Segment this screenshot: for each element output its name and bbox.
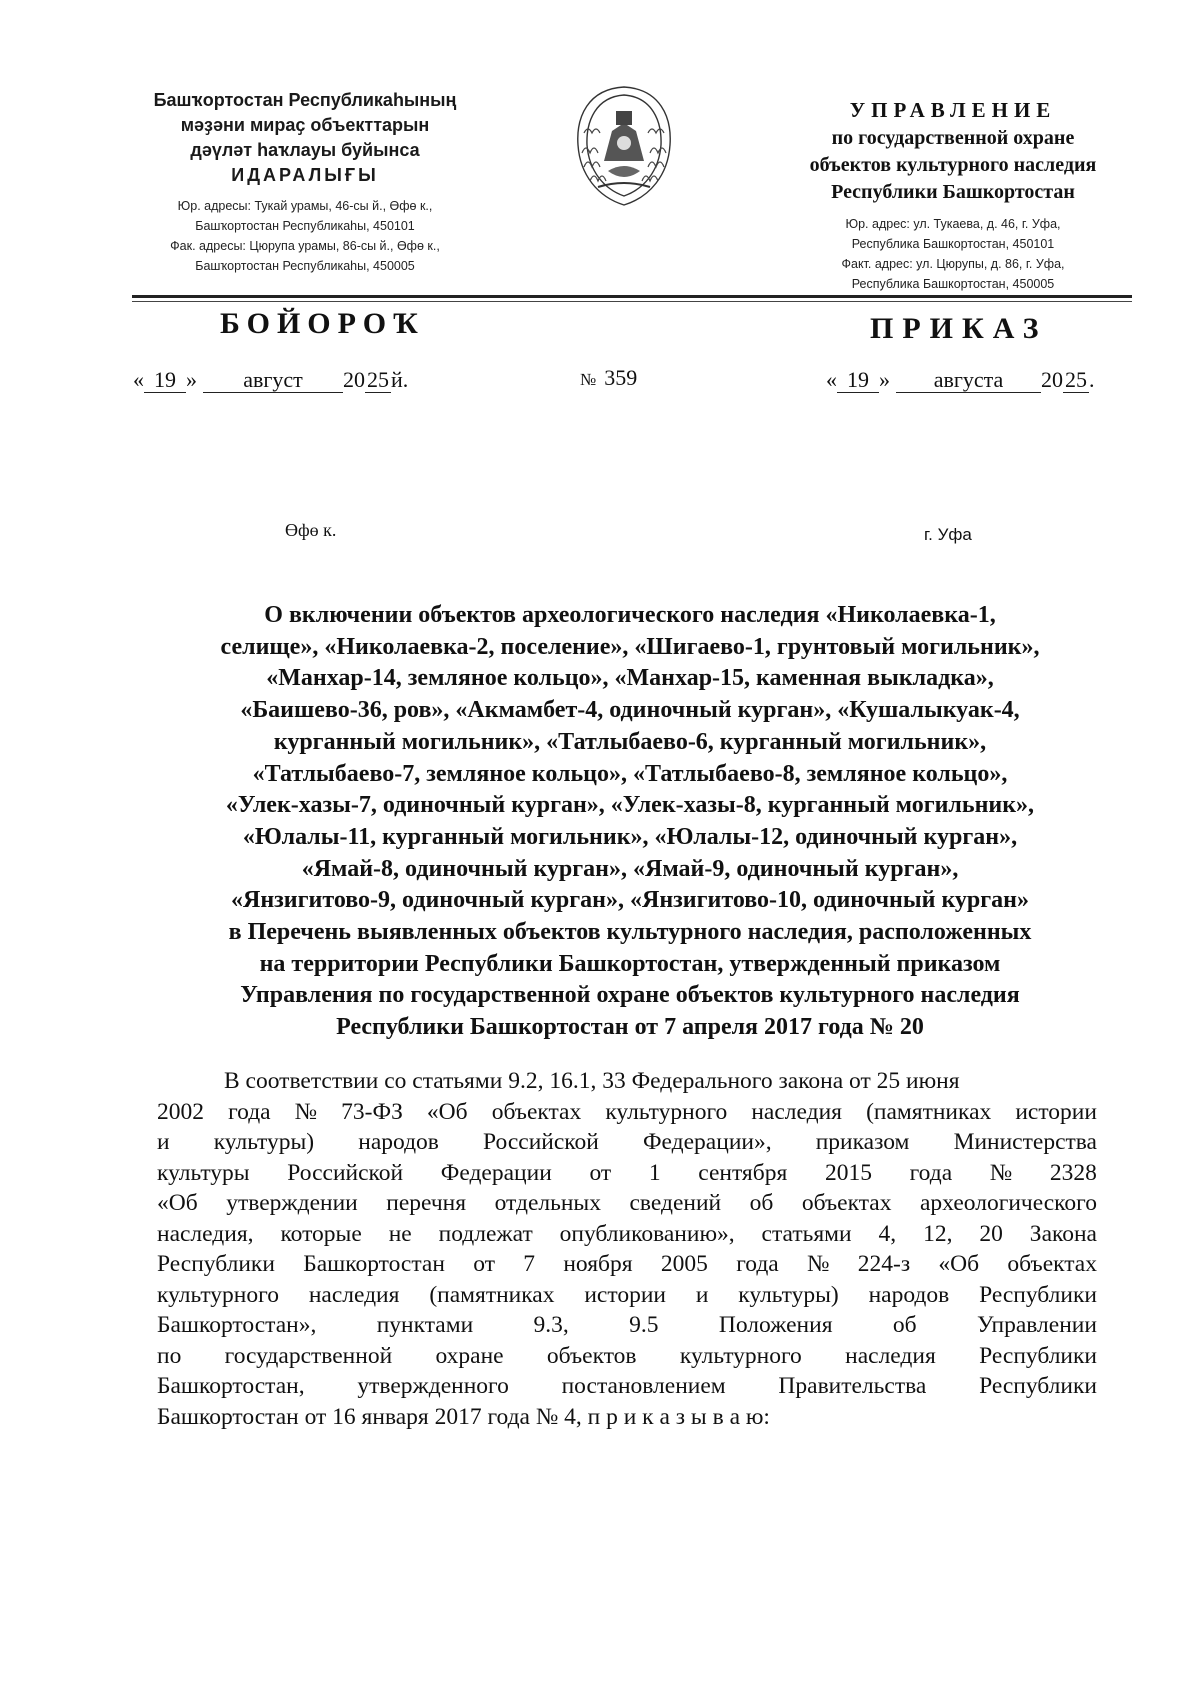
date-month: августа bbox=[896, 368, 1041, 393]
body-word: года bbox=[909, 1159, 953, 1186]
header-divider-thin bbox=[132, 301, 1132, 302]
header-right-line-3: Республики Башкортостан bbox=[831, 181, 1075, 203]
body-word: наследия bbox=[308, 1281, 400, 1308]
body-word: наследия bbox=[751, 1098, 842, 1125]
date-day: 19 bbox=[144, 368, 186, 393]
body-line bbox=[157, 1371, 1097, 1402]
address-line: Башҡортостан Республикаһы, 450101 bbox=[195, 219, 415, 233]
year-suffix: й. bbox=[391, 367, 409, 392]
body-line bbox=[157, 1188, 1097, 1219]
document-body bbox=[157, 1066, 1097, 1432]
body-word: Закона bbox=[1029, 1220, 1097, 1247]
body-word: объектах bbox=[1007, 1251, 1097, 1277]
body-word: народов bbox=[358, 1129, 439, 1155]
body-word: культурного bbox=[605, 1098, 728, 1125]
body-word: объектах bbox=[801, 1190, 892, 1216]
body-line bbox=[157, 1097, 1097, 1128]
number-sign: № bbox=[580, 370, 597, 389]
body-word: опубликованию», bbox=[559, 1220, 735, 1247]
address-line: Юр. адресы: Тукай урамы, 46-сы й., Өфө к., bbox=[177, 199, 433, 213]
body-word: 2328 bbox=[1049, 1159, 1097, 1186]
body-word: «Об bbox=[157, 1190, 198, 1216]
body-word: Башкортостан от 16 января 2017 года № 4, п р и к а з ы в а ю: bbox=[157, 1403, 770, 1430]
quote-open: « bbox=[826, 367, 837, 392]
body-line bbox=[157, 1158, 1097, 1189]
year-suffix: . bbox=[1089, 367, 1095, 392]
body-word: по bbox=[157, 1342, 182, 1369]
order-number bbox=[580, 365, 637, 391]
body-word: 2005 bbox=[660, 1251, 708, 1277]
header-left-bashkir bbox=[125, 88, 485, 276]
order-date-bashkir bbox=[133, 367, 408, 393]
body-word: № bbox=[807, 1251, 830, 1277]
body-word: народов bbox=[868, 1281, 950, 1308]
title-line: «Юлалы-11, курганный могильник», «Юлалы-12, одиночный курган», bbox=[242, 823, 1018, 850]
body-word: 224-з bbox=[857, 1251, 911, 1277]
body-word: 73-ФЗ bbox=[341, 1098, 403, 1125]
body-word: 7 bbox=[523, 1251, 536, 1277]
body-word: ноября bbox=[563, 1251, 633, 1277]
body-word: пунктами bbox=[376, 1312, 474, 1338]
body-word: (памятниках bbox=[429, 1281, 555, 1308]
header-right-title: УПРАВЛЕНИЕ bbox=[849, 98, 1057, 122]
body-word: Федерации bbox=[440, 1159, 552, 1186]
header-left-line-3: дәүләт һаҡлауы буйынса bbox=[190, 140, 420, 160]
body-word: и bbox=[695, 1281, 709, 1308]
order-word-russian: ПРИКАЗ bbox=[870, 312, 1048, 345]
title-line: Республики Башкортостан от 7 апреля 2017 года № 20 bbox=[336, 1014, 924, 1041]
title-line: «Татлыбаево-7, земляное кольцо», «Татлыбаево-8, земляное кольцо», bbox=[252, 760, 1008, 787]
body-word: «Об bbox=[426, 1098, 468, 1125]
body-word: Российской bbox=[483, 1129, 599, 1155]
title-line: Управления по государственной охране объектов культурного наследия bbox=[240, 982, 1020, 1009]
date-day: 19 bbox=[837, 368, 879, 393]
document-title bbox=[160, 600, 1100, 1044]
date-year: 25 bbox=[1065, 367, 1087, 392]
body-word: статьями bbox=[761, 1220, 852, 1247]
body-word: (памятниках bbox=[866, 1098, 992, 1125]
body-line bbox=[157, 1341, 1097, 1372]
body-word: «Об bbox=[938, 1251, 980, 1277]
year-prefix: 20 bbox=[1041, 367, 1063, 392]
body-word: приказом bbox=[815, 1129, 910, 1155]
header-left-address bbox=[125, 196, 485, 276]
body-word: 1 bbox=[648, 1159, 661, 1186]
body-word: сведений bbox=[629, 1190, 722, 1216]
title-line: на территории Республики Башкортостан, утвержденный приказом bbox=[259, 950, 1001, 977]
body-word: об bbox=[749, 1190, 774, 1216]
body-line bbox=[157, 1219, 1097, 1250]
order-word-bashkir: БОЙОРОҠ bbox=[220, 307, 425, 340]
body-word: Министерства bbox=[953, 1129, 1097, 1155]
body-word: отдельных bbox=[494, 1190, 601, 1216]
body-word: № bbox=[294, 1098, 318, 1125]
address-line: Республика Башкортостан, 450101 bbox=[851, 237, 1055, 251]
body-word: Российской bbox=[287, 1159, 404, 1186]
address-line: Факт. адрес: ул. Цюрупы, д. 86, г. Уфа, bbox=[841, 257, 1065, 271]
body-word: Республики bbox=[979, 1373, 1097, 1399]
body-word: культурного bbox=[157, 1281, 279, 1308]
quote-close: » bbox=[186, 367, 197, 392]
header-left-agency: ИДАРАЛЫҒЫ bbox=[231, 165, 379, 185]
address-line: Юр. адрес: ул. Тукаева, д. 46, г. Уфа, bbox=[845, 217, 1061, 231]
body-word: утверждении bbox=[226, 1190, 358, 1216]
title-line: в Перечень выявленных объектов культурного наследия, расположенных bbox=[228, 919, 1032, 946]
body-word: подлежат bbox=[438, 1220, 533, 1247]
address-line: Республика Башкортостан, 450005 bbox=[851, 277, 1055, 291]
city-russian: г. Уфа bbox=[924, 525, 972, 544]
body-line bbox=[157, 1310, 1097, 1341]
title-line: «Ямай-8, одиночный курган», «Ямай-9, одиночный курган», bbox=[301, 855, 959, 882]
header-left-line-1: Башҡортостан Республикаһының bbox=[153, 90, 457, 110]
body-line bbox=[157, 1402, 1097, 1433]
body-word: 9.5 bbox=[629, 1312, 659, 1338]
body-word: археологического bbox=[920, 1190, 1097, 1216]
body-word: объектах bbox=[491, 1098, 582, 1125]
body-word: от bbox=[473, 1251, 495, 1277]
body-word: постановлением bbox=[561, 1373, 726, 1399]
body-word: истории bbox=[1015, 1098, 1097, 1125]
date-year: 25 bbox=[367, 367, 389, 392]
body-word: объектов bbox=[546, 1342, 637, 1369]
title-line: «Манхар-14, земляное кольцо», «Манхар-15, каменная выкладка», bbox=[266, 665, 994, 692]
body-line bbox=[157, 1280, 1097, 1311]
body-word: Республики bbox=[979, 1281, 1097, 1308]
body-word: Правительства bbox=[778, 1373, 927, 1399]
title-line: «Баишево-36, ров», «Акмамбет-4, одиночный курган», «Кушалыкуак-4, bbox=[240, 697, 1020, 724]
body-word: 2002 bbox=[157, 1098, 204, 1125]
body-word: Управлении bbox=[976, 1312, 1097, 1338]
body-word: охране bbox=[435, 1342, 504, 1369]
body-word: года bbox=[228, 1098, 271, 1125]
header-divider bbox=[132, 295, 1132, 298]
body-word: Башкортостан bbox=[303, 1251, 445, 1277]
body-word: 9.3, bbox=[533, 1312, 569, 1338]
body-line bbox=[157, 1249, 1097, 1280]
coat-of-arms-icon bbox=[568, 83, 680, 209]
body-word: и bbox=[157, 1129, 170, 1155]
city-bashkir: Өфө к. bbox=[285, 520, 337, 540]
body-word: сентября bbox=[698, 1159, 788, 1186]
body-word: 2015 bbox=[824, 1159, 872, 1186]
address-line: Фак. адресы: Цюрупа урамы, 86-сы й., Өфө к., bbox=[170, 239, 440, 253]
body-word: которые bbox=[280, 1220, 362, 1247]
header-right-russian bbox=[768, 95, 1138, 294]
title-line: «Янзигитово-9, одиночный курган», «Янзигитово-10, одиночный курган» bbox=[231, 887, 1029, 914]
body-word: об bbox=[892, 1312, 917, 1338]
title-line: курганный могильник», «Татлыбаево-6, курганный могильник», bbox=[273, 728, 987, 755]
body-word: Республики bbox=[979, 1342, 1097, 1369]
date-month: август bbox=[203, 368, 343, 393]
body-word: № bbox=[989, 1159, 1013, 1186]
quote-open: « bbox=[133, 367, 144, 392]
body-word: Башкортостан», bbox=[157, 1312, 317, 1338]
title-line: О включении объектов археологического наследия «Николаевка-1, bbox=[264, 602, 996, 628]
header-right-line-1: по государственной охране bbox=[831, 127, 1075, 149]
body-line-text: В соответствии со статьями 9.2, 16.1, 33 Федерального закона от 25 июня bbox=[224, 1068, 960, 1094]
body-word: Башкортостан, bbox=[157, 1373, 305, 1399]
body-word: 4, bbox=[878, 1220, 897, 1247]
body-word: наследия bbox=[845, 1342, 936, 1369]
body-word: культуры) bbox=[738, 1281, 839, 1308]
address-line: Башҡортостан Республикаһы, 450005 bbox=[195, 259, 415, 273]
body-word: года bbox=[736, 1251, 779, 1277]
body-word: от bbox=[589, 1159, 612, 1186]
body-word: Положения bbox=[718, 1312, 833, 1338]
body-word: утвержденного bbox=[357, 1373, 509, 1399]
order-date-russian bbox=[826, 367, 1095, 393]
header-right-address bbox=[768, 214, 1138, 294]
body-word: истории bbox=[584, 1281, 666, 1308]
title-line: «Улек-хазы-7, одиночный курган», «Улек-хазы-8, курганный могильник», bbox=[225, 792, 1035, 819]
body-word: 12, bbox=[923, 1220, 953, 1247]
body-word: наследия, bbox=[157, 1220, 254, 1247]
body-line bbox=[157, 1127, 1097, 1158]
header-right-line-2: объектов культурного наследия bbox=[809, 154, 1097, 176]
order-number-value: 359 bbox=[604, 365, 638, 390]
body-word: культуры) bbox=[213, 1129, 315, 1155]
body-line bbox=[157, 1066, 1097, 1097]
body-word: 20 bbox=[979, 1220, 1003, 1247]
body-word: Республики bbox=[157, 1251, 275, 1277]
quote-close: » bbox=[879, 367, 890, 392]
body-word: перечня bbox=[386, 1190, 467, 1216]
header-left-line-2: мәҙәни мираҫ объекттарын bbox=[180, 115, 430, 135]
body-word: культурного bbox=[679, 1342, 802, 1369]
body-word: Федерации», bbox=[642, 1129, 772, 1155]
body-word: культуры bbox=[157, 1159, 250, 1186]
body-word: государственной bbox=[224, 1342, 393, 1369]
title-line: селище», «Николаевка-2, поселение», «Шигаево-1, грунтовый могильник», bbox=[220, 633, 1040, 660]
year-prefix: 20 bbox=[343, 367, 365, 392]
body-word: не bbox=[388, 1220, 412, 1247]
